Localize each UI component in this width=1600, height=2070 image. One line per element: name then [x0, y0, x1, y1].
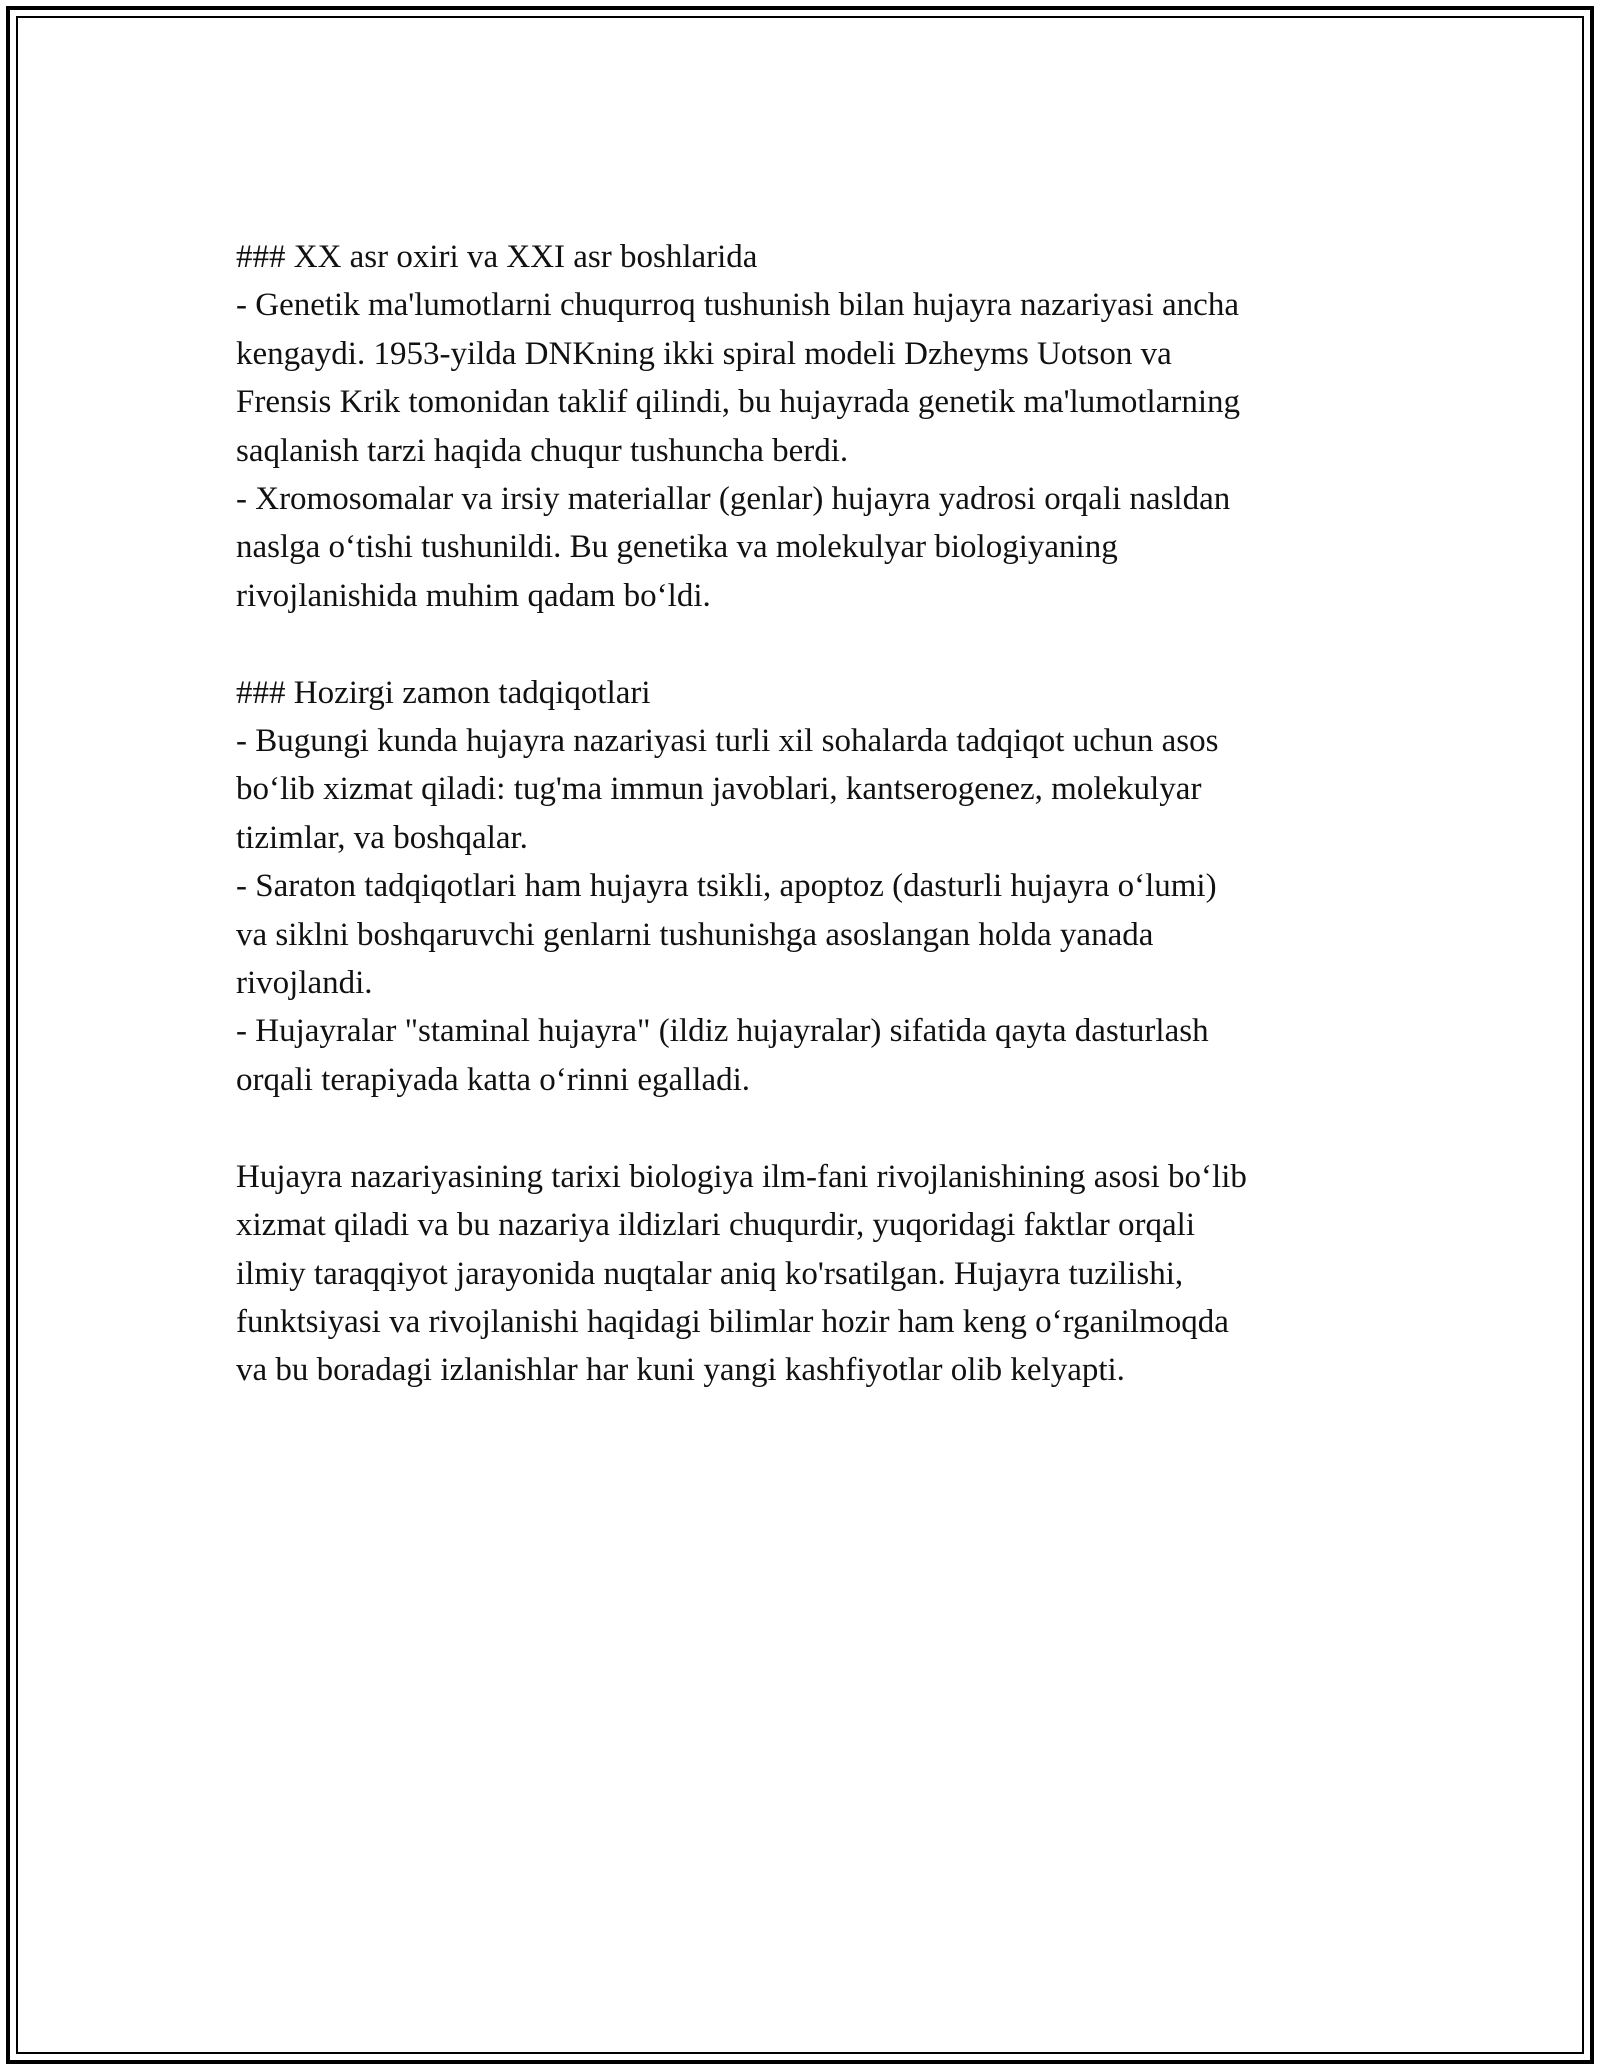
- paragraph-spacer: [236, 620, 1386, 668]
- paragraph-line: orqali terapiyada katta o‘rinni egalladi.: [236, 1061, 751, 1098]
- paragraph-line: Hujayra nazariyasining tarixi biologiya ilm-fani rivojlanishining asosi bo‘lib: [236, 1158, 1247, 1195]
- paragraph-line: rivojlandi.: [236, 965, 373, 1002]
- document-body: [236, 233, 1386, 1395]
- paragraph-line: bo‘lib xizmat qiladi: tug'ma immun javoblari, kantserogenez, molekulyar: [236, 771, 1202, 808]
- conclusion-paragraph: [236, 1153, 1386, 1395]
- paragraph-line: naslga o‘tishi tushunildi. Bu genetika va molekulyar biologiyaning: [236, 529, 1118, 566]
- paragraph-line: Frensis Krik tomonidan taklif qilindi, bu hujayrada genetik ma'lumotlarning: [236, 384, 1241, 421]
- section-heading: ### Hozirgi zamon tadqiqotlari: [236, 674, 651, 711]
- paragraph-line: - Genetik ma'lumotlarni chuqurroq tushunish bilan hujayra nazariyasi ancha: [236, 287, 1239, 324]
- paragraph-line: rivojlanishida muhim qadam bo‘ldi.: [236, 577, 711, 614]
- section-heading: ### XX asr oxiri va XXI asr boshlarida: [236, 239, 758, 275]
- paragraph-line: - Saraton tadqiqotlari ham hujayra tsikli, apoptoz (dasturli hujayra o‘lumi): [236, 868, 1217, 905]
- paragraph-spacer: [236, 1104, 1386, 1152]
- paragraph-line: tizimlar, va boshqalar.: [236, 819, 528, 856]
- paragraph-line: saqlanish tarzi haqida chuqur tushuncha berdi.: [236, 432, 849, 469]
- paragraph-line: va bu boradagi izlanishlar har kuni yangi kashfiyotlar olib kelyapti.: [236, 1352, 1125, 1389]
- section-genetics: [236, 233, 1386, 620]
- paragraph-line: kengaydi. 1953-yilda DNKning ikki spiral modeli Dzheyms Uotson va: [236, 335, 1172, 372]
- paragraph-line: va siklni boshqaruvchi genlarni tushunishga asoslangan holda yanada: [236, 916, 1154, 953]
- paragraph-line: xizmat qiladi va bu nazariya ildizlari chuqurdir, yuqoridagi faktlar orqali: [236, 1207, 1195, 1244]
- paragraph-line: - Bugungi kunda hujayra nazariyasi turli xil sohalarda tadqiqot uchun asos: [236, 723, 1219, 760]
- paragraph-line: ilmiy taraqqiyot jarayonida nuqtalar aniq ko'rsatilgan. Hujayra tuzilishi,: [236, 1255, 1184, 1292]
- section-modern-research: [236, 669, 1386, 1105]
- paragraph-line: funktsiyasi va rivojlanishi haqidagi bilimlar hozir ham keng o‘rganilmoqda: [236, 1303, 1229, 1340]
- paragraph-line: - Xromosomalar va irsiy materiallar (genlar) hujayra yadrosi orqali nasldan: [236, 481, 1231, 518]
- paragraph-line: - Hujayralar "staminal hujayra" (ildiz hujayralar) sifatida qayta dasturlash: [236, 1013, 1209, 1050]
